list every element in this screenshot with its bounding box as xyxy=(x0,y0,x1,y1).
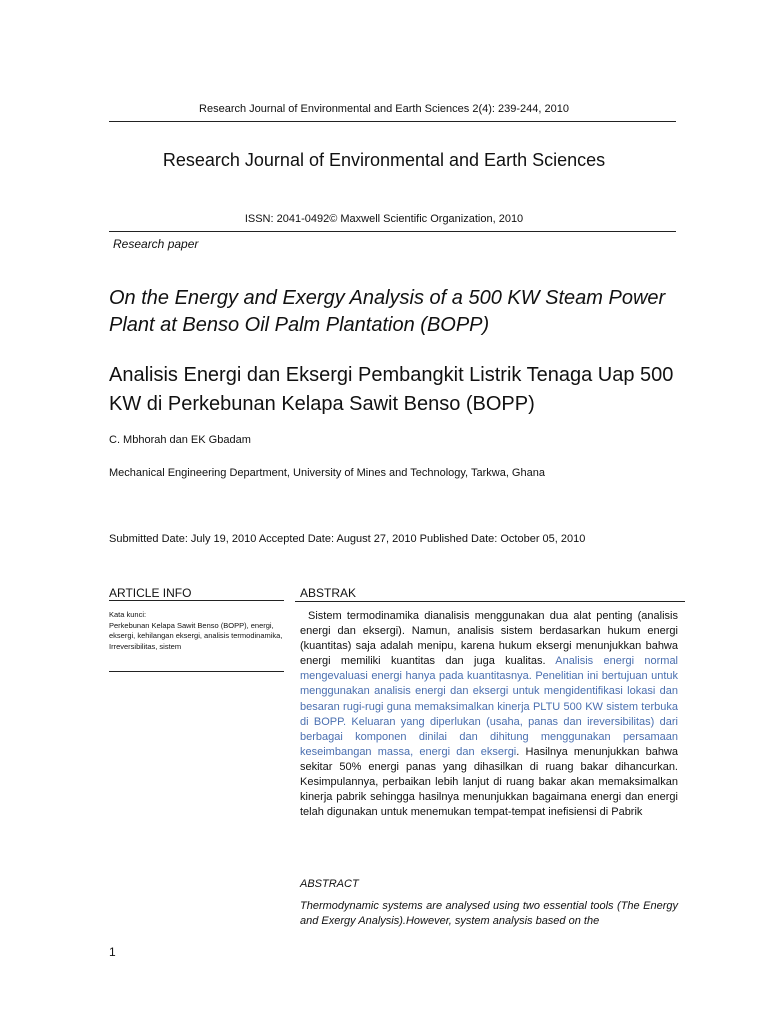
issn-line: ISSN: 2041-0492© Maxwell Scientific Organization, 2010 xyxy=(244,213,524,225)
abstract-heading: ABSTRACT xyxy=(300,878,359,890)
abstrak-text-highlighted: Analisis energi normal mengevaluasi energi hanya pada kuantitasnya. Penelitian ini bertujuan untuk menggunakan analisis energi dan eksergi untuk mengidentifikasi lokasi dan besaran rugi-rugi guna memaksimalkan kinerja PLTU 500 KW sistem terbuka di BOPP. Keluaran yang diperlukan (usaha, panas dan ireversibilitas) dari berbagai komponen dinilai dan dihitung menggunakan persamaan keseimbangan massa, energi dan eksergi xyxy=(300,655,679,758)
title-indonesian: Analisis Energi dan Eksergi Pembangkit Listrik Tenaga Uap 500 KW di Perkebunan Kelapa Sawit Benso (BOPP) xyxy=(109,364,674,415)
authors: C. Mbhorah dan EK Gbadam xyxy=(109,434,251,446)
title-english: On the Energy and Exergy Analysis of a 500 KW Steam Power Plant at Benso Oil Palm Plantation (BOPP) xyxy=(109,287,666,336)
article-info-heading: ARTICLE INFO xyxy=(109,586,192,600)
header-rule-top xyxy=(109,121,676,122)
keywords-text: Perkebunan Kelapa Sawit Benso (BOPP), energi, eksergi, kehilangan eksergi, analisis termodinamika, Irreversibilitas, sistem xyxy=(109,620,283,651)
journal-name: Research Journal of Environmental and Earth Sciences xyxy=(162,150,606,170)
article-info-rule xyxy=(109,600,284,601)
publication-dates: Submitted Date: July 19, 2010 Accepted Date: August 27, 2010 Published Date: October 05, 2010 xyxy=(109,533,586,545)
page-number: 1 xyxy=(109,945,116,959)
header-rule-bottom xyxy=(109,231,676,232)
abstrak-rule xyxy=(295,601,685,602)
abstrak-heading: ABSTRAK xyxy=(300,586,357,600)
abstrak-text-part3: . Hasilnya menunjukkan bahwa sekitar 50% energi panas yang dihasilkan di ruang bakar dihancurkan. Kesimpulannya, perbaikan lebih lanjut di ruang bakar akan memaksimalkan kinerja pabrik sehingga hasilnya menunjukkan bagaimana energi dan energi telah digunakan untuk menemukan tempat-tempat inefisiensi di Pabrik xyxy=(300,745,678,819)
abstract-body: Thermodynamic systems are analysed using two essential tools (The Energy and Exergy Analysis).However, system analysis based on the xyxy=(300,900,678,928)
affiliation: Mechanical Engineering Department, University of Mines and Technology, Tarkwa, Ghana xyxy=(109,467,545,479)
abstrak-text-part1: Sistem termodinamika dianalisis menggunakan dua alat penting (analisis energi dan eksergi). Namun, analisis sistem berdasarkan hukum energi (kuantitas) saja adalah menipu, karena hukum eksergi menunjukkan bahwa energi memiliki kuantitas dan juga kualitas. xyxy=(300,610,678,668)
paper-type-label: Research paper xyxy=(113,237,199,251)
journal-citation-header: Research Journal of Environmental and Earth Sciences 2(4): 239-244, 2010 xyxy=(199,103,569,115)
article-info-bottom-rule xyxy=(109,671,284,672)
keywords-block xyxy=(109,610,284,652)
keywords-label: Kata kunci: xyxy=(109,610,147,619)
abstrak-body xyxy=(300,609,678,820)
